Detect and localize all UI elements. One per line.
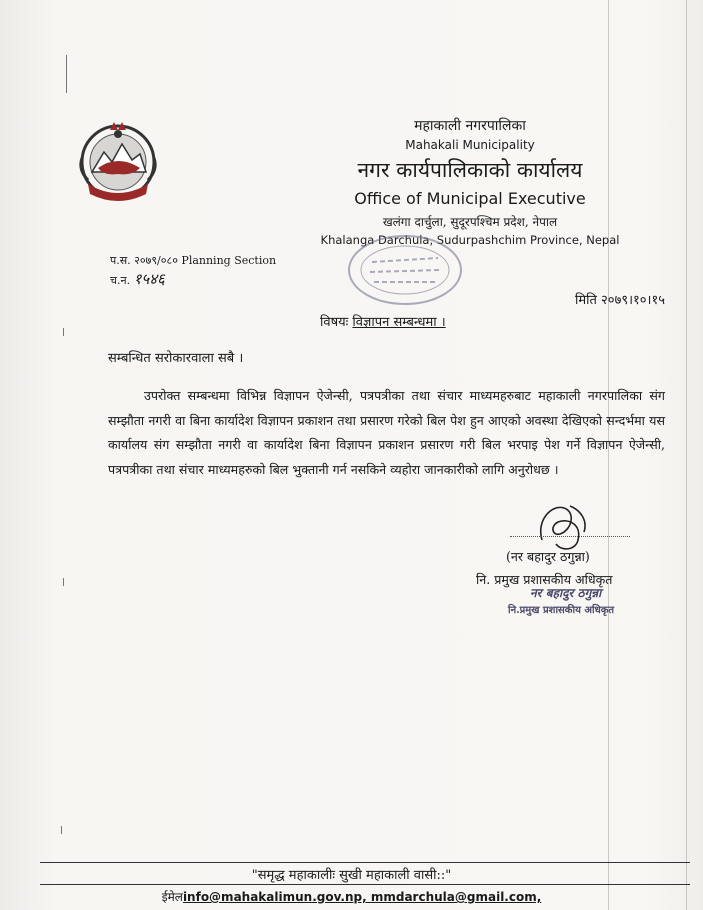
salutation: सम्बन्धित सरोकारवाला सबै । (108, 351, 244, 366)
dispatch-label: च.न. (110, 274, 131, 287)
signatory-name: (नर बहादुर ठगुन्ना) (506, 549, 590, 564)
paper-edge-line (686, 0, 687, 910)
stamp-signatory-title: नि.प्रमुख प्रशासकीय अधिकृत (508, 605, 615, 616)
municipality-name-en: Mahakali Municipality (405, 138, 535, 152)
stamp-signatory-name: नर बहादुर ठगुन्ना (530, 586, 602, 600)
footer-email-row (0, 888, 703, 905)
subject-line (320, 312, 446, 330)
office-name-np: नगर कार्यपालिकाको कार्यालय (357, 158, 583, 182)
subject-text: विज्ञापन सम्बन्धमा । (352, 315, 446, 330)
dispatch-number-row (110, 269, 165, 289)
municipality-name-np: महाकाली नगरपालिका (414, 118, 526, 134)
footer-bottom-rule (40, 884, 690, 885)
scan-mark (66, 55, 67, 93)
address-np: खलंगा दार्चुला, सुदूरपश्चिम प्रदेश, नेपाल (382, 215, 558, 229)
signature-dotted-line (510, 536, 630, 537)
footer-motto: "समृद्ध महाकालीः सुखी महाकाली वासी::" (251, 868, 452, 883)
punch-mark (61, 826, 62, 834)
email-label: ईमेल (161, 890, 183, 904)
footer-top-rule (40, 862, 690, 863)
address-en: Khalanga Darchula, Sudurpashchim Province, Nepal (320, 233, 620, 247)
letter-date: मिति २०७९।१०।१५ (575, 293, 665, 308)
signature-block (460, 500, 690, 630)
punch-mark (63, 328, 64, 336)
email-links[interactable]: info@mahakalimun.gov.np, mmdarchula@gmail.com, (182, 890, 542, 904)
punch-mark (63, 578, 64, 586)
office-stamp-icon (344, 232, 466, 308)
dispatch-number: १५४६ (133, 270, 165, 288)
letter-body: उपरोक्त सम्बन्धमा विभिन्न विज्ञापन ऐजेन्सी, पत्रपत्रीका तथा संचार माध्यमहरुबाट महाकाली नगरपालिका संग सम्झौता नगरी वा बिना कार्यादेश विज्ञापन प्रकाशन तथा प्रसारण गरेको बिल पेश हुन आएको अवस्था देखिएको सन्दर्भमा यस कार्यालय संग सम्झौता नगरी वा कार्यादेश बिना विज्ञापन प्रकाशन प्रसारण गरी बिल भरपाइ पेश गर्ने विज्ञापन ऐजेन्सी, पत्रपत्रीका तथा संचार माध्यमहरुको बिल भुक्तानी गर्न नसकिने व्यहोरा जानकारीको लागि अनुरोधछ । (108, 388, 665, 477)
office-name-en: Office of Municipal Executive (354, 189, 586, 208)
signatory-title: नि. प्रमुख प्रशासकीय अधिकृत (476, 572, 613, 587)
nepal-emblem-icon (70, 118, 166, 208)
subject-label: विषयः (320, 315, 349, 330)
fiscal-year-reference: प.स. २०७९/०८० Planning Section (110, 254, 277, 267)
